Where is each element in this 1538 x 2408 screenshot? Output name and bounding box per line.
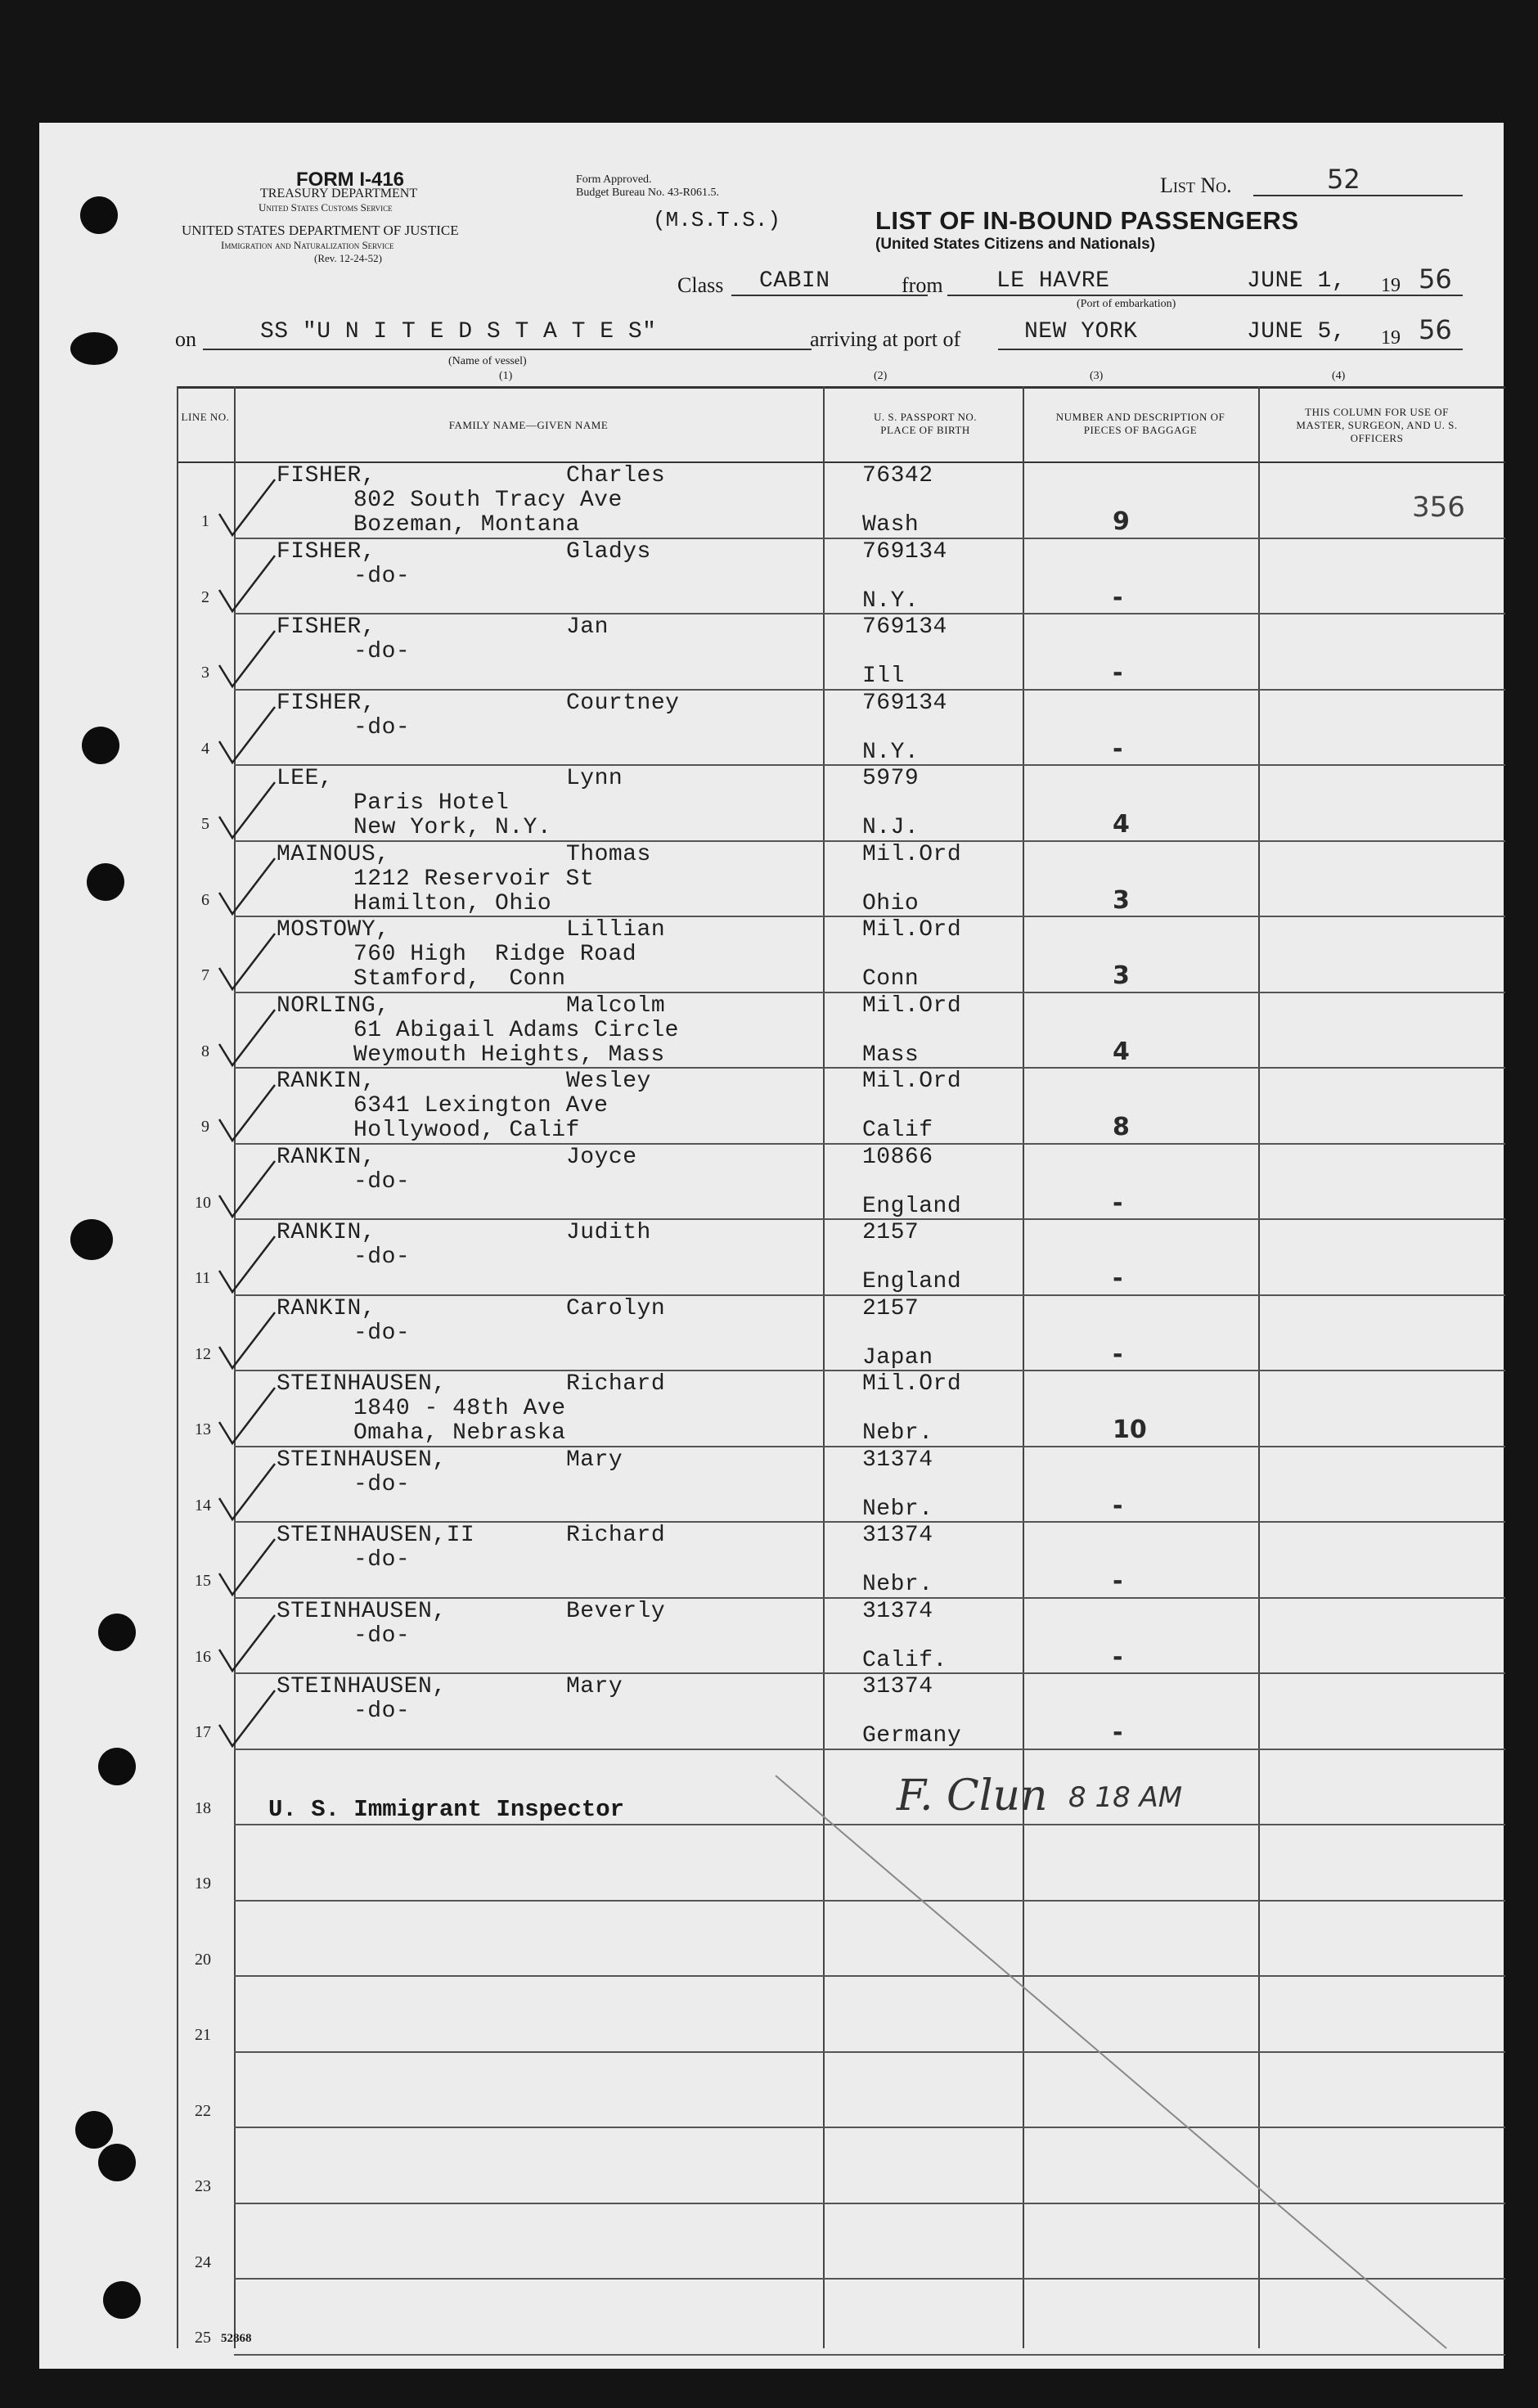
col-num-1: (1) [499,370,513,382]
address-line-1: 802 South Tracy Ave [353,488,623,513]
line-number: 12 [195,1344,211,1363]
address-line-1: -do- [353,563,411,589]
passport-number: 76342 [862,463,933,488]
inspector-signature: F. Clun [897,1771,1048,1821]
line-number: 5 [201,815,209,833]
address-line-1: 6341 Lexington Ave [353,1093,609,1118]
departure-date: JUNE 1, [1247,268,1347,294]
baggage-count: - [1113,1339,1123,1369]
address-line-2: Bozeman, Montana [353,512,580,538]
inspector-stamp: U. S. Immigrant Inspector [268,1795,625,1823]
baggage-count: 8 [1113,1113,1130,1141]
cancel-diagonal-line [39,123,1504,2369]
footer-code: 52868 [221,2332,252,2345]
given-name: Lynn [566,766,623,791]
passport-number: Mil.Ord [862,992,962,1019]
passport-number: 769134 [862,690,947,716]
line-number: 23 [195,2177,211,2195]
col-header-line-no: LINE NO. [181,411,230,423]
place-of-birth: Germany [862,1723,962,1749]
line-number: 7 [201,966,209,984]
passport-number: 31374 [862,1523,933,1548]
arrival-date: JUNE 5, [1247,319,1347,344]
form-title: LIST OF IN-BOUND PASSENGERS [875,206,1299,235]
inspector-time: 8 18 AM [1068,1780,1183,1814]
col-header-baggage: NUMBER AND DESCRIPTION OF PIECES OF BAGGAGE [1055,411,1225,436]
arriving-label: arriving at port of [810,327,961,351]
given-name: Malcolm [566,992,666,1019]
baggage-count: - [1113,1642,1123,1672]
officer-mark: 356 [1412,491,1465,524]
line-number: 2 [201,587,209,606]
family-name: MOSTOWY, [277,917,390,943]
address-line-2: Omaha, Nebraska [353,1420,566,1446]
place-of-birth: Ohio [862,890,920,916]
line-number: 16 [195,1647,211,1666]
line-number: 8 [201,1042,209,1060]
port-embarkation: LE HAVRE [996,268,1110,294]
address-line-1: -do- [353,1245,411,1270]
baggage-count: - [1113,583,1123,612]
treasury-dept: TREASURY DEPARTMENT [260,187,418,200]
passport-number: 10866 [862,1144,933,1170]
baggage-count: - [1113,659,1123,687]
address-line-1: -do- [353,1168,411,1195]
address-line-1: 61 Abigail Adams Circle [353,1017,679,1043]
given-name: Wesley [566,1069,651,1094]
place-of-birth: Calif [862,1118,933,1143]
departure-year-prefix: 19 [1381,275,1401,296]
col-num-4: (4) [1332,370,1346,382]
address-line-1: 760 High Ridge Road [353,942,637,967]
place-of-birth: England [862,1193,962,1219]
passport-number: 2157 [862,1220,920,1245]
family-name: STEINHAUSEN, [277,1598,447,1624]
family-name: STEINHAUSEN, [277,1674,447,1699]
given-name: Richard [566,1371,666,1397]
baggage-count: - [1113,1567,1123,1596]
family-name: FISHER, [277,463,376,488]
address-line-1: -do- [353,1471,411,1497]
given-name: Judith [566,1220,651,1245]
place-of-birth: Mass [862,1042,920,1068]
place-of-birth: England [862,1269,962,1294]
passport-number: 5979 [862,766,920,791]
place-of-birth: N.J. [862,815,920,840]
passport-number: Mil.Ord [862,917,962,943]
family-name: NORLING, [277,992,390,1019]
departure-year: 56 [1419,263,1452,295]
address-line-2: Stamford, Conn [353,966,566,992]
col-header-officers: THIS COLUMN FOR USE OF MASTER, SURGEON, AND U. S. OFFICERS [1296,406,1458,444]
address-line-1: -do- [353,1699,411,1724]
line-number: 22 [195,2101,211,2120]
place-of-birth: Nebr. [862,1420,933,1446]
line-number: 4 [201,739,209,758]
given-name: Jan [566,614,609,640]
address-line-1: -do- [353,1320,411,1346]
form-number: FORM I-416 [296,169,405,191]
passport-number: 31374 [862,1674,933,1699]
baggage-count: 3 [1113,885,1130,915]
family-name: FISHER, [277,690,376,716]
place-of-birth: Conn [862,966,920,992]
address-line-1: Paris Hotel [353,790,510,816]
vessel-name: SS "U N I T E D S T A T E S" [260,319,657,344]
address-line-1: 1212 Reservoir St [353,866,595,892]
address-line-1: -do- [353,1547,411,1573]
embarkation-note: (Port of embarkation) [1077,298,1176,310]
line-number: 10 [195,1193,211,1212]
place-of-birth: Wash [862,512,920,538]
baggage-count: 10 [1113,1416,1147,1444]
address-line-2: Weymouth Heights, Mass [353,1042,665,1068]
from-label: from [902,273,943,297]
passport-number: 769134 [862,538,947,565]
justice-dept: UNITED STATES DEPARTMENT OF JUSTICE [182,223,459,238]
baggage-count: 3 [1113,961,1130,990]
msts-stamp: (M.S.T.S.) [653,208,781,232]
baggage-count: - [1113,1718,1123,1747]
class-label: Class [677,273,724,297]
revision: (Rev. 12-24-52) [314,252,382,264]
form-subtitle: (United States Citizens and Nationals) [875,236,1156,253]
on-label: on [175,327,196,351]
line-number: 9 [201,1118,209,1136]
col-header-name: FAMILY NAME—GIVEN NAME [448,419,609,431]
class-value: CABIN [759,268,830,294]
passport-number: 2157 [862,1295,920,1321]
family-name: STEINHAUSEN, [277,1447,447,1473]
family-name: FISHER, [277,538,376,565]
family-name: MAINOUS, [277,841,390,867]
line-number: 18 [195,1798,211,1817]
line-number: 17 [195,1723,211,1741]
col-num-2: (2) [874,370,888,382]
given-name: Gladys [566,538,651,565]
form-approved: Form Approved. [576,173,652,186]
baggage-count: 9 [1113,507,1130,536]
given-name: Mary [566,1674,623,1699]
family-name: FISHER, [277,614,376,640]
line-number: 11 [195,1269,211,1287]
arrival-year: 56 [1419,314,1452,345]
address-line-2: Hamilton, Ohio [353,890,552,916]
passport-number: 31374 [862,1447,933,1473]
given-name: Mary [566,1447,623,1473]
address-line-1: -do- [353,714,411,740]
given-name: Thomas [566,841,651,867]
given-name: Beverly [566,1598,666,1624]
line-number: 14 [195,1496,211,1515]
place-of-birth: N.Y. [862,739,920,765]
col-header-passport: U. S. PASSPORT NO. PLACE OF BIRTH [874,411,977,436]
family-name: RANKIN, [277,1295,376,1321]
address-line-2: Hollywood, Calif [353,1118,580,1143]
family-name: RANKIN, [277,1144,376,1170]
given-name: Charles [566,463,666,488]
address-line-1: 1840 - 48th Ave [353,1396,566,1421]
given-name: Carolyn [566,1295,666,1321]
given-name: Richard [566,1523,666,1548]
address-line-2: New York, N.Y. [353,815,552,840]
given-name: Lillian [566,917,666,943]
vessel-note: (Name of vessel) [448,355,527,367]
baggage-count: - [1113,1188,1123,1218]
baggage-count: - [1113,1264,1123,1293]
line-number: 1 [201,512,209,530]
address-line-1: -do- [353,1623,411,1649]
baggage-count: 4 [1113,810,1130,839]
family-name: STEINHAUSEN,II [277,1523,475,1548]
col-num-3: (3) [1090,370,1104,382]
family-name: RANKIN, [277,1220,376,1245]
line-number: 21 [195,2026,211,2044]
line-number: 25 [195,2329,211,2347]
line-number: 24 [195,2253,211,2271]
arrival-port: NEW YORK [1024,319,1138,344]
baggage-count: 4 [1113,1037,1130,1066]
list-number: 52 [1327,164,1360,195]
place-of-birth: N.Y. [862,587,920,614]
baggage-count: - [1113,1491,1123,1520]
family-name: RANKIN, [277,1069,376,1094]
address-line-1: -do- [353,639,411,664]
line-number: 13 [195,1420,211,1438]
line-number: 3 [201,664,209,682]
passport-number: 769134 [862,614,947,640]
given-name: Courtney [566,690,680,716]
baggage-count: - [1113,734,1123,763]
place-of-birth: Ill [862,664,905,689]
passport-number: Mil.Ord [862,1371,962,1397]
place-of-birth: Nebr. [862,1496,933,1522]
given-name: Joyce [566,1144,637,1170]
arrival-year-prefix: 19 [1381,327,1401,349]
line-number: 20 [195,1950,211,1969]
customs-service: United States Customs Service [259,201,393,214]
passport-number: Mil.Ord [862,841,962,867]
place-of-birth: Calif. [862,1647,947,1673]
passport-number: Mil.Ord [862,1069,962,1094]
place-of-birth: Japan [862,1344,933,1371]
place-of-birth: Nebr. [862,1572,933,1597]
ins-service: Immigration and Naturalization Service [221,239,394,251]
passport-number: 31374 [862,1598,933,1624]
line-number: 15 [195,1572,211,1590]
manifest-sheet [39,123,1504,2369]
family-name: LEE, [277,766,334,791]
list-no-label: List No. [1160,173,1232,197]
line-number: 6 [201,890,209,909]
budget-bureau: Budget Bureau No. 43-R061.5. [576,187,719,199]
line-number: 19 [195,1875,211,1893]
family-name: STEINHAUSEN, [277,1371,447,1397]
